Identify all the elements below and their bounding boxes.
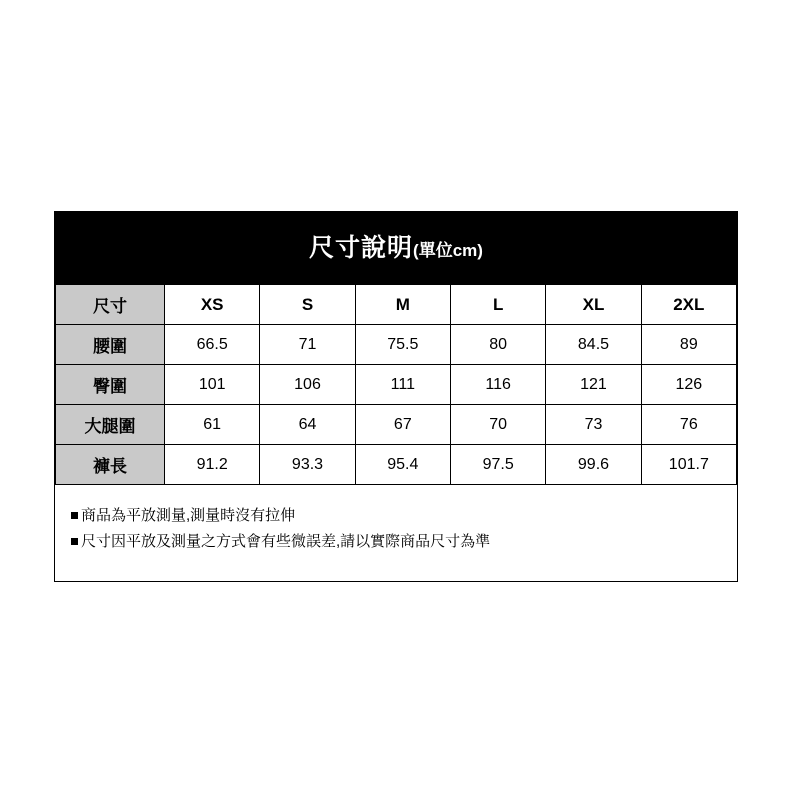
row-header-thigh: 大腿圍 (56, 405, 165, 445)
size-chart-title-bar (55, 212, 737, 284)
column-header-m: M (355, 285, 450, 325)
cell-waist-s: 71 (260, 325, 355, 365)
table-header-row (56, 285, 737, 325)
cell-hip-s: 106 (260, 365, 355, 405)
cell-waist-2xl: 89 (641, 325, 736, 365)
table-row (56, 445, 737, 485)
table-row (56, 405, 737, 445)
cell-length-xs: 91.2 (165, 445, 260, 485)
row-header-hip: 臀圍 (56, 365, 165, 405)
cell-hip-l: 116 (450, 365, 545, 405)
cell-thigh-xs: 61 (165, 405, 260, 445)
size-table (55, 284, 737, 485)
table-corner-header: 尺寸 (56, 285, 165, 325)
cell-length-s: 93.3 (260, 445, 355, 485)
cell-waist-xl: 84.5 (546, 325, 641, 365)
cell-hip-m: 111 (355, 365, 450, 405)
cell-hip-xs: 101 (165, 365, 260, 405)
cell-hip-2xl: 126 (641, 365, 736, 405)
cell-thigh-m: 67 (355, 405, 450, 445)
cell-waist-l: 80 (450, 325, 545, 365)
column-header-s: S (260, 285, 355, 325)
column-header-l: L (450, 285, 545, 325)
row-header-waist: 腰圍 (56, 325, 165, 365)
cell-thigh-l: 70 (450, 405, 545, 445)
cell-waist-m: 75.5 (355, 325, 450, 365)
table-row (56, 325, 737, 365)
size-chart-unit: (單位cm) (413, 241, 483, 260)
size-chart-title: 尺寸說明 (309, 234, 414, 262)
note-text: 尺寸因平放及測量之方式會有些微誤差,請以實際商品尺寸為準 (81, 533, 491, 550)
cell-length-xl: 99.6 (546, 445, 641, 485)
cell-thigh-xl: 73 (546, 405, 641, 445)
column-header-xl: XL (546, 285, 641, 325)
note-text: 商品為平放測量,測量時沒有拉伸 (81, 507, 296, 524)
note-line (63, 503, 737, 529)
column-header-2xl: 2XL (641, 285, 736, 325)
size-chart-sheet (54, 211, 738, 582)
note-line (63, 529, 737, 555)
cell-hip-xl: 121 (546, 365, 641, 405)
table-row (56, 365, 737, 405)
cell-thigh-s: 64 (260, 405, 355, 445)
cell-thigh-2xl: 76 (641, 405, 736, 445)
bullet-icon (71, 512, 78, 519)
bullet-icon (71, 538, 78, 545)
cell-length-m: 95.4 (355, 445, 450, 485)
size-chart-notes (55, 485, 737, 581)
column-header-xs: XS (165, 285, 260, 325)
cell-waist-xs: 66.5 (165, 325, 260, 365)
row-header-length: 褲長 (56, 445, 165, 485)
cell-length-l: 97.5 (450, 445, 545, 485)
cell-length-2xl: 101.7 (641, 445, 736, 485)
